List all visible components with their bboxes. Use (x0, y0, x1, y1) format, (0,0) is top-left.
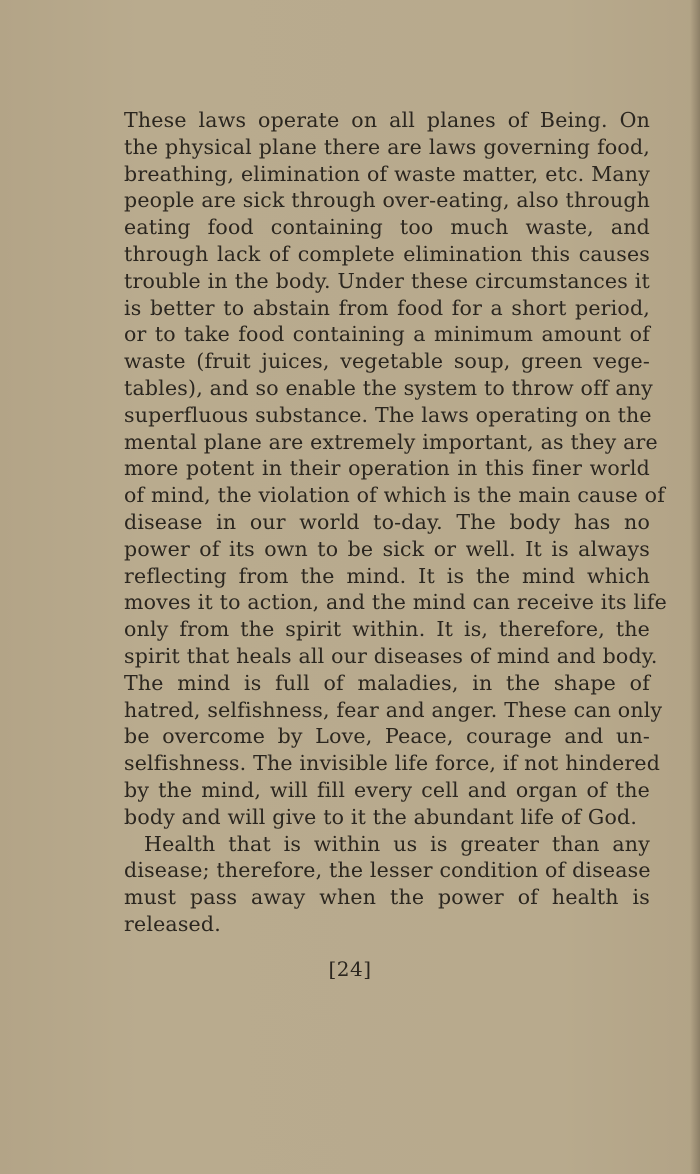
page-edge-shadow (690, 0, 700, 1174)
text-line: breathing, elimination of waste matter, etc. Many (124, 161, 650, 186)
text-line: through lack of complete elimination this causes (124, 241, 650, 266)
text-line: or to take food containing a minimum amount of (124, 322, 650, 347)
text-line: tables), and so enable the system to throw off any (124, 375, 653, 400)
text-line: people are sick through over-eating, also through (124, 188, 651, 213)
text-line: reflecting from the mind. It is the mind which (124, 563, 650, 588)
text-line: be overcome by Love, Peace, courage and un- (124, 724, 650, 749)
text-line: body and will give to it the abundant life of God. (124, 804, 638, 829)
text-line: superfluous substance. The laws operating on the (124, 402, 652, 427)
text-line: is better to abstain from food for a short period, (124, 295, 650, 320)
page-number: [24] (328, 957, 372, 981)
text-line: selfishness. The invisible life force, if not hindered (124, 751, 661, 776)
text-line: spirit that heals all our diseases of mind and body. (124, 643, 658, 668)
text-line: waste (fruit juices, vegetable soup, green vege- (124, 349, 650, 374)
text-line: moves it to action, and the mind can receive its life (124, 590, 668, 615)
text-line: The mind is full of maladies, in the shape of (124, 670, 650, 695)
text-line: the physical plane there are laws governing food, (124, 134, 650, 159)
text-line: mental plane are extremely important, as they are (124, 429, 658, 454)
paragraph-2 (124, 831, 650, 938)
text-line: disease; therefore, the lesser condition of disease (124, 858, 651, 883)
text-line: must pass away when the power of health is (124, 885, 650, 910)
text-line: of mind, the violation of which is the main cause of (124, 483, 665, 508)
body-text (124, 107, 668, 938)
paragraph-1 (124, 107, 668, 831)
text-line: released. (124, 911, 221, 936)
text-line: trouble in the body. Under these circumstances it (124, 268, 650, 293)
text-line: only from the spirit within. It is, therefore, the (124, 617, 650, 642)
text-line: more potent in their operation in this finer world (124, 456, 650, 481)
text-line: power of its own to be sick or well. It is always (124, 536, 650, 561)
text-line: Health that is within us is greater than any (144, 831, 650, 856)
text-line: These laws operate on all planes of Being. On (124, 108, 650, 132)
text-line: by the mind, will fill every cell and organ of the (124, 777, 650, 802)
text-line: disease in our world to-day. The body has no (124, 509, 650, 534)
text-line: hatred, selfishness, fear and anger. These can only (124, 697, 663, 722)
text-line: eating food containing too much waste, and (124, 215, 650, 240)
